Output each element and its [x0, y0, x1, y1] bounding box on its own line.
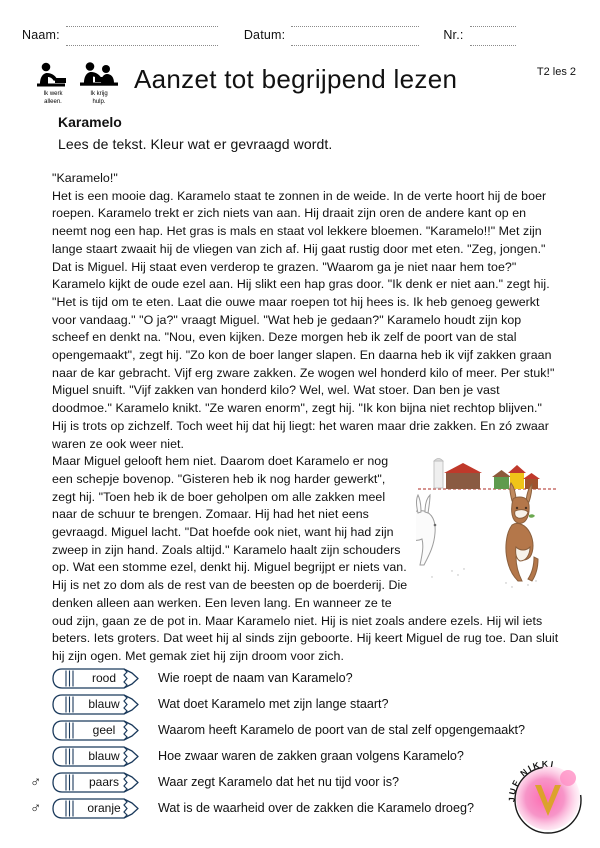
question-text: Hoe zwaar waren de zakken graan volgens Karamelo? [158, 749, 464, 763]
story-body [52, 170, 560, 666]
person-at-desk-icon [33, 62, 73, 90]
question-row[interactable] [30, 798, 570, 819]
question-text: Wat doet Karamelo met zijn lange staart? [158, 697, 389, 711]
pencil-color-label: oranje [87, 801, 121, 815]
challenge-marker: ♂ [30, 774, 42, 791]
worksheet-header [22, 26, 578, 46]
name-field[interactable] [22, 26, 218, 46]
challenge-marker: ♂ [30, 800, 42, 817]
date-input-line[interactable] [291, 26, 419, 46]
number-input-line[interactable] [470, 26, 516, 46]
name-label: Naam: [22, 28, 60, 42]
color-pencil-geel[interactable] [52, 720, 148, 741]
color-pencil-blauw-2[interactable] [52, 746, 148, 767]
pencil-color-label: blauw [88, 697, 120, 711]
story-paragraph-3: Maar Miguel gelooft hem niet. Daarom doet Karamelo er nog een schepje bovenop. "Gisteren heb ik nog harder gewerkt", zegt hij. "Toen heb ik de boer geholpen om alle zakken meel naar de schuur te brengen. Zomaar. Hij had het niet eens gevraagd. Miguel lacht. "Dat hoefde ook niet, want hij had zijn zweep in zijn hand. Zoals altijd." Karamelo haalt zijn schouders op. Wat een stomme ezel, denkt hij. Miguel begrijpt er niets van. Hij is net zo dom als de rest van de beesten op de boerderij. Die denken alleen aan werken. Een leven lang. En wanneer ze te oud zijn, gaan ze de pot in. Maar Karamelo niet. Hij is niet zoals andere ezels. Hij wil iets beters. Iets groters. Dat weet hij al sinds zijn geboorte. Hij keert Miguel de rug toe. Dan sluit hij zijn ogen. Met gemak ziet hij zijn droom voor zich. [52, 454, 559, 663]
get-help-caption-line2: hulp. [92, 99, 106, 105]
lesson-tag: T2 les 2 [536, 66, 576, 78]
question-row[interactable] [30, 668, 570, 689]
get-help-caption-line1: Ik krijg [90, 91, 108, 97]
date-label: Datum: [243, 28, 286, 42]
title-band [26, 62, 578, 112]
color-pencil-rood[interactable] [52, 668, 148, 689]
number-label: Nr.: [443, 28, 464, 42]
question-text: Waar zegt Karamelo dat het nu tijd voor is? [158, 775, 400, 789]
story-title: Karamelo [58, 114, 122, 130]
story-paragraph-2: Het is een mooie dag. Karamelo staat te zonnen in de weide. In de verte hoort hij de boer roepen. Karamelo trekt er zich niets van aan. Hij draait zijn oren de andere kant op en neemt nog een hap. Het gras is mals en staat vol lekkere bloemen. "Karamelo!!" Met zijn lange staart zwaait hij de vliegen van zich af. Hij gaat rustig door met eten. "Zeg, jongen." Dat is Miguel. Hij staat even verderop te grazen. "Waarom ga je niet naar hem toe?" Karamelo kijkt de oude ezel aan. Hij slikt een hap gras door. "Ik denk er niet aan." zegt hij. "Het is tijd om te eten. Laat die ouwe maar roepen tot hij hees is. Ik heb genoeg gewerkt voor vandaag." "O ja?" vraagt Miguel. "Wat heb je gedaan?" Karamelo houdt zijn kop scheef en denkt na. "Nou, even kijken. Deze morgen heb ik zelf de poort van de stal opengemaakt", zegt hij. "Zo kon de boer langer slapen. En daarna heb ik vijf zakken graan naar de kar gebracht. Vijf erg zware zakken. Ze wogen wel honderd kilo of meer. Per stuk!" Miguel snuift. "Vijf zakken van honderd kilo? Wel, wel. Wat stoer. Dan ben je vast doodmoe." Karamelo knikt. "Ze waren enorm", zegt hij. "Ik kon bijna niet rechtop blijven." Hij is trots op zichzelf. Toch weet hij dat hij liegt: het waren maar drie zakken. En zó zwaar waren ze ook weer niet. [52, 188, 555, 451]
question-row[interactable] [30, 746, 570, 767]
juf-nikki-logo [502, 750, 594, 842]
number-field[interactable] [443, 26, 515, 46]
question-row[interactable] [30, 772, 570, 793]
donkeys-and-farm-drawing [416, 455, 560, 595]
question-row[interactable] [30, 694, 570, 715]
question-text: Waarom heeft Karamelo de poort van de stal zelf opgengemaakt? [158, 723, 526, 737]
question-list [30, 668, 570, 824]
question-text: Wie roept de naam van Karamelo? [158, 671, 353, 685]
work-alone-caption-line2: alleen. [44, 99, 62, 105]
work-alone-caption-line1: Ik werk [43, 91, 63, 97]
farm-illustration [416, 455, 560, 595]
logo-text: JUF NIKKI [506, 758, 557, 803]
page-title: Aanzet tot begrijpend lezen [134, 64, 458, 94]
color-pencil-oranje[interactable] [52, 798, 148, 819]
question-row[interactable] [30, 720, 570, 741]
date-field[interactable] [244, 26, 420, 46]
two-people-at-desk-icon [77, 62, 121, 90]
pencil-color-label: paars [88, 775, 120, 789]
story-paragraph-1: "Karamelo!" [52, 171, 118, 185]
pencil-color-label: rood [91, 671, 117, 685]
get-help-pictogram [76, 62, 122, 106]
work-alone-pictogram [30, 62, 76, 106]
color-pencil-paars[interactable] [52, 772, 148, 793]
pencil-color-label: blauw [88, 749, 120, 763]
brand-logo [502, 750, 594, 842]
question-text: Wat is de waarheid over de zakken die Karamelo droeg? [158, 801, 474, 815]
pencil-color-label: geel [92, 723, 116, 737]
name-input-line[interactable] [66, 26, 218, 46]
instruction-text: Lees de tekst. Kleur wat er gevraagd wordt. [58, 136, 333, 152]
color-pencil-blauw[interactable] [52, 694, 148, 715]
